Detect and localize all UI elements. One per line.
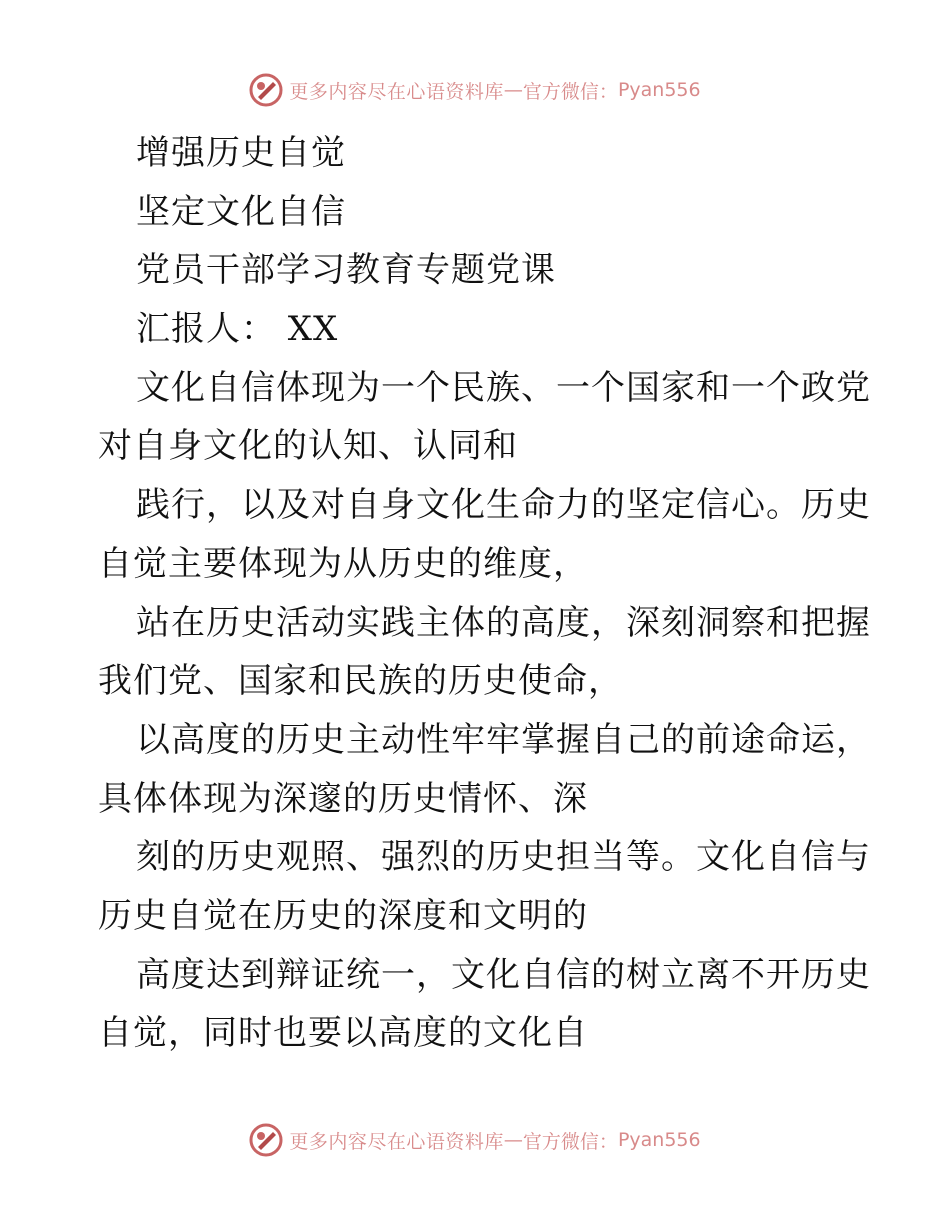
paragraph-line: 坚定文化自信 <box>136 191 346 232</box>
paragraph-line: 站在历史活动实践主体的高度，深刻洞察和把握 <box>136 602 871 643</box>
banner-wechat-id: Pyan556 <box>617 1129 701 1151</box>
document-body <box>98 124 871 1063</box>
paragraph-line: 刻的历史观照、强烈的历史担当等。文化自信与 <box>136 837 871 878</box>
logo-icon <box>249 73 283 107</box>
paragraph-line: 增强历史自觉 <box>136 133 346 173</box>
header-banner <box>0 70 950 110</box>
banner-wechat-label: 官方微信： <box>522 1130 618 1153</box>
banner-wechat-id: Pyan556 <box>617 79 701 101</box>
paragraph-line: 自觉，同时也要以高度的文化自 <box>98 1013 588 1054</box>
paragraph-line: 践行，以及对自身文化生命力的坚定信心。历史 <box>136 485 871 526</box>
paragraph-line: 具体体现为深邃的历史情怀、深 <box>98 778 588 819</box>
paragraph-line: 历史自觉在历史的深度和文明的 <box>98 895 588 936</box>
paragraph-line: 文化自信体现为一个民族、一个国家和一个政党 <box>136 367 871 408</box>
banner-title: 更多内容尽在心语资料库 <box>289 1130 504 1153</box>
paragraph-line: 我们党、国家和民族的历史使命， <box>98 661 623 702</box>
paragraph-line: 以高度的历史主动性牢牢掌握自己的前途命运， <box>136 719 871 760</box>
paragraph-line: 汇报人： XX <box>136 309 339 350</box>
paragraph-line: 高度达到辩证统一，文化自信的树立离不开历史 <box>136 954 871 995</box>
footer-banner <box>0 1120 950 1160</box>
banner-title: 更多内容尽在心语资料库 <box>289 80 504 103</box>
logo-icon <box>249 1123 283 1157</box>
paragraph-line: 自觉主要体现为从历史的维度， <box>98 543 588 584</box>
banner-separator: — <box>503 1129 523 1151</box>
paragraph-line: 对自身文化的认知、认同和 <box>98 426 518 467</box>
banner-wechat-label: 官方微信： <box>522 80 618 103</box>
banner-separator: — <box>503 79 523 101</box>
paragraph-line: 党员干部学习教育专题党课 <box>136 250 556 291</box>
